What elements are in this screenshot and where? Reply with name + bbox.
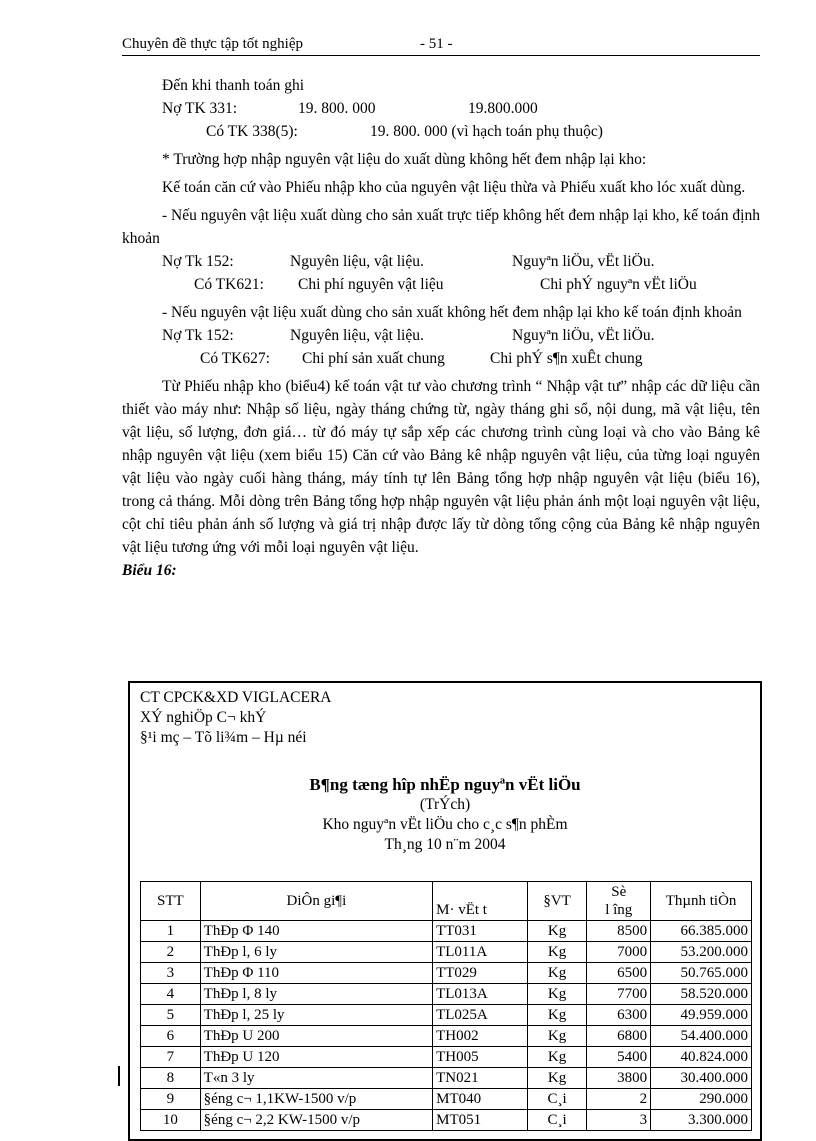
- table-header-row: [141, 882, 752, 921]
- warehouse-line: Kho nguyªn vËt liÖu cho c¸c s¶n phÈm: [322, 816, 568, 833]
- col-unit: §VT: [527, 882, 587, 921]
- table-row: 1 ThÐp Φ 140 TT031 Kg 8500 66.385.000: [141, 921, 752, 942]
- entry-debit-152-b: Nợ Tk 152: Nguyên liệu, vật liệu. Nguyªn liÖu, vËt liÖu.: [162, 327, 655, 344]
- document-body: [122, 74, 760, 582]
- table-row: 4 ThÐp l, 8 ly TL013A Kg 7700 58.520.000: [141, 984, 752, 1005]
- header-title: Chuyên đề thực tập tốt nghiệp: [122, 36, 304, 52]
- payment-intro: Đến khi thanh toán ghi: [162, 77, 305, 94]
- paragraph-direct-production: - Nếu nguyên vật liệu xuất dùng cho sản xuất trực tiếp không hết đem nhập lại kho, kế toán định khoản: [122, 207, 760, 247]
- paragraph-software-process: Từ Phiếu nhập kho (biểu4) kế toán vật tư vào chương trình “ Nhập vật tư” nhập các dữ liệu cần thiết vào máy như: Nhập số liệu, ngày tháng chứng từ, ngày tháng ghi sổ, nội dung, mã vật liệu, tên vật liệu, số lượng, đơn giá… từ đó máy tự sắp xếp các chương trình cùng loại và cho vào Bảng kê nhập nguyên vật liệu (xem biểu 15) Căn cứ vào Bảng kê nhập nguyên vật liệu, của từng loại nguyên vật liệu vào ngày cuối hàng tháng, máy tính tự lên Bảng tổng hợp nhập nguyên vật liệu (biểu 16), trong cả tháng. Mỗi dòng trên Bảng tổng hợp nhập nguyên vật liệu phản ánh một loại nguyên vật liệu, cột chỉ tiêu phản ánh số lượng và giá trị nhập được lấy từ dòng tổng cộng của Bảng kê nhập nguyên vật liệu tương ứng với mỗi loại nguyên vật liệu.: [122, 378, 760, 556]
- entry-debit-152: Nợ Tk 152: Nguyên liệu, vật liệu. Nguyªn liÖu, vËt liÖu.: [162, 253, 655, 270]
- company-address: §¹i mç – Tõ li¾m – Hµ néi: [140, 729, 307, 746]
- entry-debit-331: Nợ TK 331: 19. 800. 000 19.800.000: [162, 100, 538, 117]
- materials-table: [140, 881, 752, 1131]
- page-header: [122, 33, 760, 56]
- col-description: DiÔn gi¶i: [200, 882, 432, 921]
- table-row: 9 §éng c¬ 1,1KW-1500 v/p MT040 C¸i 2 290.000: [141, 1089, 752, 1110]
- col-stt: STT: [141, 882, 201, 921]
- form-title: B¶ng tæng hîp nhËp nguyªn vËt liÖu: [309, 775, 581, 794]
- table-row: 3 ThÐp Φ 110 TT029 Kg 6500 50.765.000: [141, 963, 752, 984]
- table-row: 10 §éng c¬ 2,2 KW-1500 v/p MT051 C¸i 3 3.300.000: [141, 1110, 752, 1131]
- entry-credit-621: Có TK621: Chi phí nguyên vật liệu Chi phÝ nguyªn vËt liÖu: [194, 276, 697, 293]
- table-row: 5 ThÐp l, 25 ly TL025A Kg 6300 49.959.000: [141, 1005, 752, 1026]
- text-line: [122, 74, 760, 97]
- workshop-name: XÝ nghiÖp C¬ khÝ: [140, 709, 267, 726]
- col-amount: Thµnh tiÒn: [651, 882, 752, 921]
- col-quantity: Sè l îng: [587, 882, 651, 921]
- table-row: 6 ThÐp U 200 TH002 Kg 6800 54.400.000: [141, 1026, 752, 1047]
- organization-block: [140, 688, 331, 748]
- paragraph-general-production: - Nếu nguyên vật liệu xuất dùng cho sản xuất không hết đem nhập lại kho kế toán định khoản: [162, 304, 742, 321]
- figure-label: Biểu 16:: [122, 562, 177, 579]
- page-number: - 51 -: [420, 36, 453, 52]
- form-titles: [130, 775, 760, 855]
- paragraph-case-heading: * Trường hợp nhập nguyên vật liệu do xuất dùng không hết đem nhập lại kho:: [162, 151, 647, 168]
- period-line: Th¸ng 10 n¨m 2004: [384, 836, 506, 853]
- company-name: CT CPCK&XD VIGLACERA: [140, 689, 332, 706]
- form-subtitle: (TrÝch): [419, 796, 471, 813]
- table-row: 2 ThÐp l, 6 ly TL011A Kg 7000 53.200.000: [141, 942, 752, 963]
- table-row: 7 ThÐp U 120 TH005 Kg 5400 40.824.000: [141, 1047, 752, 1068]
- margin-mark: [118, 1066, 124, 1086]
- summary-form: [128, 681, 762, 1141]
- entry-credit-627: Có TK627: Chi phí sản xuất chung Chi phÝ s¶n xuÊt chung: [200, 350, 643, 367]
- table-row: 8 T«n 3 ly TN021 Kg 3800 30.400.000: [141, 1068, 752, 1089]
- entry-credit-338: Có TK 338(5): 19. 800. 000 (vì hạch toán phụ thuộc): [206, 123, 603, 140]
- col-code: M· vËt t: [433, 882, 528, 921]
- paragraph-basis: Kế toán căn cứ vào Phiếu nhập kho của nguyên vật liệu thừa và Phiếu xuất kho lóc xuất dùng.: [162, 179, 746, 196]
